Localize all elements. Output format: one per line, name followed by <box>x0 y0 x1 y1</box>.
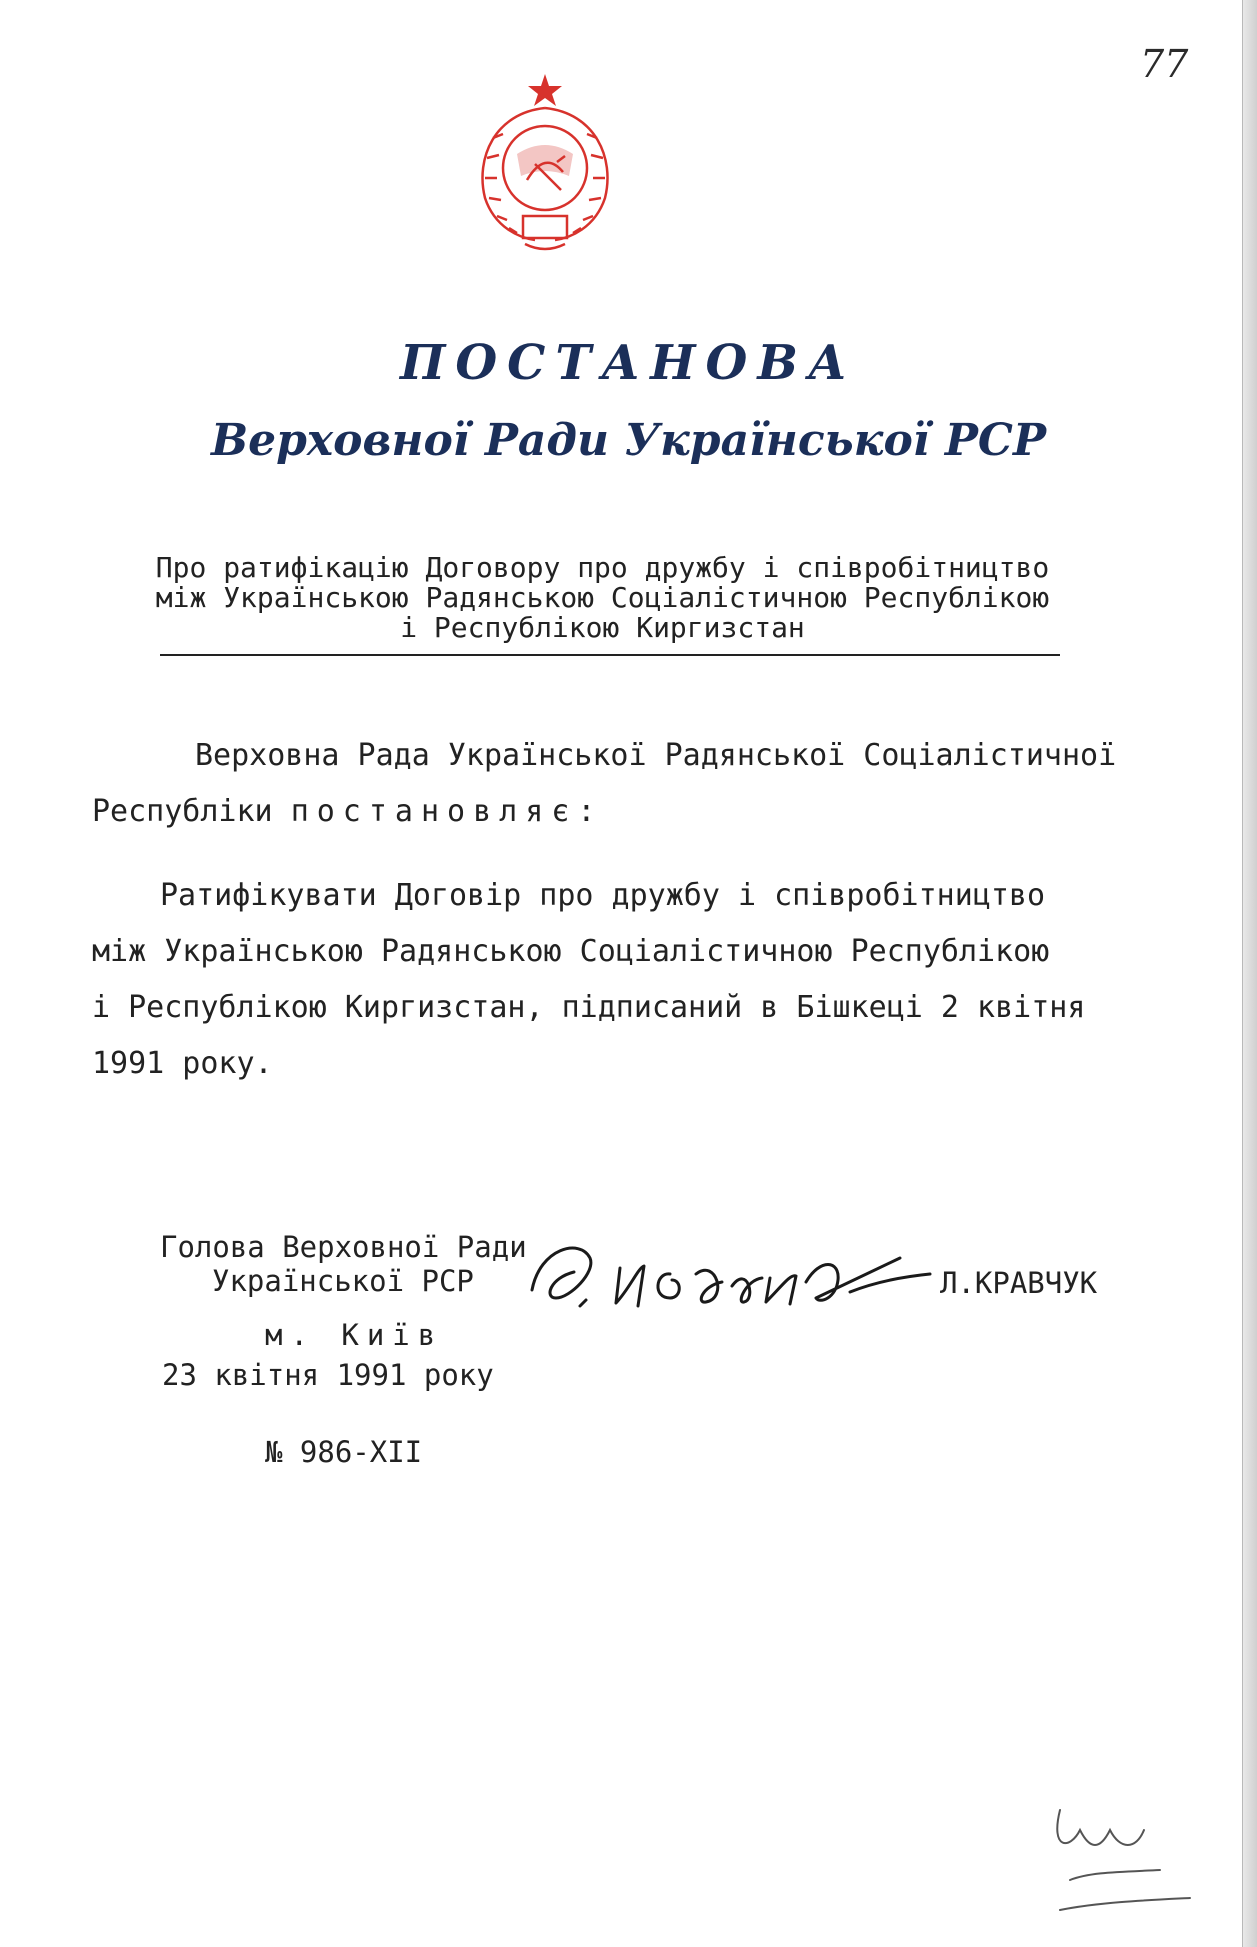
document-subtitle: Верховної Ради Української РСР <box>210 415 1047 466</box>
subject-underline <box>160 654 1060 656</box>
subject-line: між Українською Радянською Соціалістичною Республікою <box>155 581 1050 614</box>
subject-line: і Республікою Киргизстан <box>400 611 805 644</box>
page-number: 77 <box>1140 42 1189 86</box>
decision-line: Ратифікувати Договір про дружбу і співробітництво <box>160 878 1046 913</box>
chairman-title <box>160 1230 527 1298</box>
decision-line: 1991 року. <box>92 1046 273 1081</box>
chairman-name: Л.КРАВЧУК <box>940 1266 1098 1300</box>
handwritten-signature <box>520 1228 940 1328</box>
chairman-title-line: Української РСР <box>212 1264 474 1298</box>
decree-verb: постановляє: <box>290 794 604 829</box>
subject-line: Про ратифікацію Договору про дружбу і співробітництво <box>155 551 1050 584</box>
decision-line: і Республікою Киргизстан, підписаний в Бішкеці 2 квітня <box>92 990 1086 1025</box>
document-title: ПОСТАНОВА <box>399 335 857 391</box>
resolution-subject <box>140 553 1065 643</box>
preamble-line: Верховна Рада Української Радянської Соціалістичної <box>195 738 1117 773</box>
archive-handwritten-marks <box>1040 1790 1210 1940</box>
ukrainian-ssr-emblem-icon <box>465 68 625 268</box>
resolution-number: № 986-XII <box>265 1435 423 1469</box>
chairman-title-line: Голова Верховної Ради <box>160 1230 527 1264</box>
decision-line: між Українською Радянською Соціалістичною Республікою <box>92 934 1050 969</box>
preamble-line <box>92 794 1052 829</box>
signing-date: 23 квітня 1991 року <box>162 1358 494 1392</box>
preamble-text: Республіки <box>92 794 291 829</box>
signing-place: м. Київ <box>265 1318 444 1352</box>
page-edge <box>1242 0 1257 1947</box>
